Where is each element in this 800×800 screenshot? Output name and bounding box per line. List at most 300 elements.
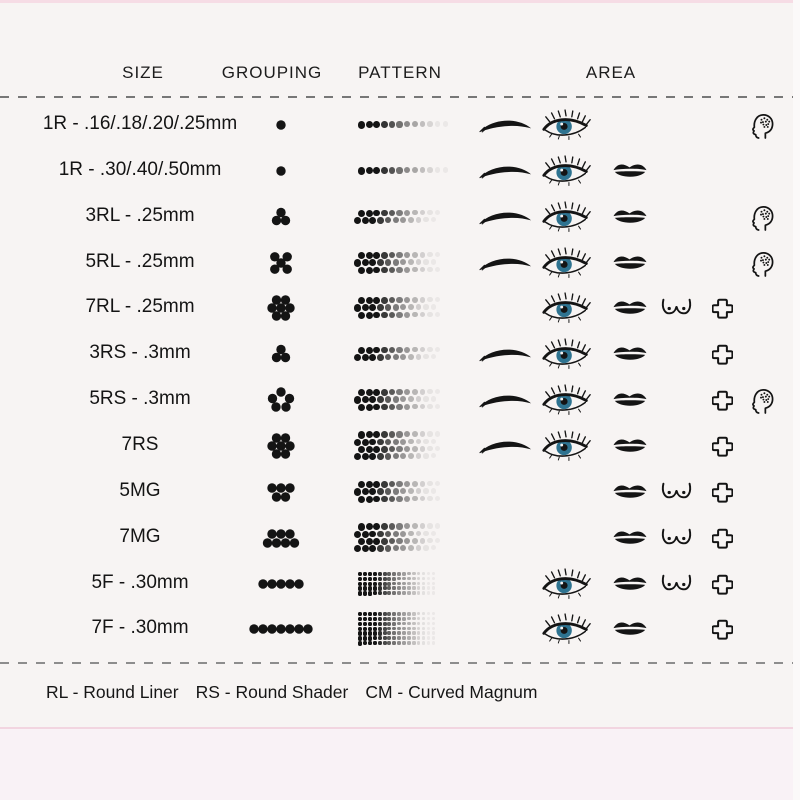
pattern-dot <box>369 453 376 460</box>
pattern-dot <box>387 627 391 631</box>
pattern-dot <box>412 389 418 395</box>
needle-size-label: 5F - .30mm <box>91 572 189 593</box>
pattern-dot <box>366 404 373 411</box>
pattern-dot <box>427 641 430 644</box>
pattern-dot <box>423 488 428 493</box>
needle-grouping-dots <box>243 520 319 556</box>
pattern-dot <box>378 582 382 586</box>
pattern-dot <box>396 431 402 437</box>
pattern-dot <box>358 389 365 396</box>
pattern-dot <box>427 577 430 580</box>
pattern-dot <box>393 488 399 494</box>
pattern-dot <box>369 545 376 552</box>
pattern-dot <box>435 523 440 528</box>
pattern-dot <box>392 631 396 635</box>
pattern-dot <box>358 622 362 626</box>
pattern-dot <box>373 577 377 581</box>
pattern-dot <box>407 617 411 621</box>
pattern-dot <box>373 252 380 259</box>
pattern-dot <box>389 446 395 452</box>
pattern-dot <box>432 586 435 589</box>
needle-grouping-dots <box>243 245 319 281</box>
pattern-dot <box>389 347 395 353</box>
pattern-dot <box>381 481 388 488</box>
pattern-dot <box>435 252 440 257</box>
pattern-dot <box>373 627 377 631</box>
pattern-dot <box>431 217 436 222</box>
pattern-dot <box>412 312 418 318</box>
pattern-dot <box>368 612 372 616</box>
pattern-dot <box>383 631 387 635</box>
pattern-dot <box>427 523 432 528</box>
pattern-dot <box>368 622 372 626</box>
lips-icon <box>611 389 649 411</box>
pattern-dot <box>400 531 406 537</box>
pattern-dot <box>402 641 406 645</box>
pattern-dot <box>396 347 402 353</box>
pattern-dot <box>417 572 421 576</box>
legend-item-rs: RS - Round Shader <box>195 682 349 702</box>
pattern-dot <box>422 572 426 576</box>
pattern-dot <box>373 612 377 616</box>
pattern-dot <box>435 347 440 352</box>
pattern-dot <box>378 627 382 631</box>
pattern-dot <box>412 167 418 173</box>
pattern-dot <box>378 591 382 595</box>
pattern-dot <box>396 167 402 173</box>
pattern-dot <box>412 267 418 273</box>
pattern-dot <box>408 453 414 459</box>
needle-grouping-dots <box>243 382 319 418</box>
pattern-dot <box>366 121 373 128</box>
pattern-dot <box>377 304 384 311</box>
pattern-dot <box>363 636 367 640</box>
pattern-dot <box>354 545 361 552</box>
pattern-dot <box>408 304 414 310</box>
pattern-dot <box>368 586 372 590</box>
eyebrow-icon <box>477 390 533 410</box>
pattern-dot <box>377 259 384 266</box>
needle-grouping-dots <box>243 428 319 464</box>
pattern-dot <box>358 631 362 635</box>
pattern-dot <box>366 446 373 453</box>
pattern-dot <box>402 586 406 590</box>
pattern-dot <box>358 252 365 259</box>
pattern-dot <box>393 453 399 459</box>
eyebrow-icon <box>477 115 533 135</box>
cross-quatrefoil-icon <box>712 619 733 640</box>
pattern-dot <box>404 431 410 437</box>
pattern-dot <box>431 354 436 359</box>
pattern-dot <box>416 439 422 445</box>
pattern-dot <box>358 538 365 545</box>
pattern-dot <box>412 631 416 635</box>
pattern-dot <box>432 617 435 620</box>
pattern-dot <box>392 617 396 621</box>
pattern-dot <box>397 641 401 645</box>
pattern-dot <box>396 252 402 258</box>
pattern-dot <box>404 523 410 529</box>
pattern-dot <box>387 617 391 621</box>
needle-size-label: 7F - .30mm <box>91 617 189 638</box>
abbreviation-legend <box>46 682 538 703</box>
pattern-dot <box>378 636 382 640</box>
lips-icon <box>611 252 649 274</box>
pattern-dot <box>393 396 399 402</box>
pattern-dot <box>366 389 373 396</box>
pattern-dot <box>368 591 372 595</box>
pattern-dot <box>400 545 406 551</box>
lips-icon <box>611 481 649 503</box>
pattern-dot <box>368 577 372 581</box>
pattern-dot <box>373 167 380 174</box>
pattern-dot <box>381 267 388 274</box>
pattern-dot <box>396 121 402 127</box>
pattern-dot <box>392 612 396 616</box>
pattern-dot <box>373 267 380 274</box>
pattern-dot <box>412 404 418 410</box>
scalp-head-icon <box>748 111 775 140</box>
pattern-dot <box>422 582 426 586</box>
pattern-dot <box>423 396 428 401</box>
pattern-dot <box>443 121 448 126</box>
pattern-dot <box>392 622 396 626</box>
pattern-dot <box>397 617 401 621</box>
breast-icon <box>660 528 693 548</box>
pattern-dot <box>432 622 435 625</box>
pattern-dot <box>358 210 365 217</box>
pattern-dot <box>354 304 361 311</box>
pattern-dot <box>412 586 416 590</box>
pattern-dot <box>385 259 391 265</box>
pattern-dot <box>373 622 377 626</box>
breast-icon <box>660 482 693 502</box>
needle-grouping-dots <box>243 153 319 189</box>
cross-quatrefoil-icon <box>712 528 733 549</box>
pattern-dot <box>354 488 361 495</box>
pattern-dot <box>385 304 391 310</box>
pattern-dot <box>373 481 380 488</box>
pattern-dot <box>396 496 402 502</box>
pattern-dot <box>404 496 410 502</box>
pattern-dot <box>427 636 430 639</box>
pattern-dot <box>427 622 430 625</box>
pattern-dot <box>389 389 395 395</box>
pattern-dot <box>431 488 436 493</box>
pattern-dot <box>417 577 421 581</box>
pattern-dot <box>416 545 422 551</box>
pattern-dot <box>420 431 426 437</box>
pattern-dot <box>358 612 362 616</box>
pattern-dot <box>416 396 422 402</box>
pattern-dot <box>400 354 406 360</box>
pattern-dot <box>435 312 440 317</box>
pattern-dot <box>396 481 402 487</box>
pattern-dot <box>412 496 418 502</box>
pattern-dot <box>377 439 384 446</box>
pattern-dot <box>407 577 411 581</box>
pattern-dot <box>417 617 421 621</box>
pattern-dot <box>383 622 387 626</box>
pattern-dot <box>381 312 388 319</box>
pattern-dot <box>385 217 391 223</box>
pattern-dot <box>387 636 391 640</box>
pattern-dot <box>363 591 367 595</box>
needle-size-label: 5RL - .25mm <box>85 251 195 272</box>
pattern-dot <box>427 586 430 589</box>
eye-icon <box>540 613 594 646</box>
pattern-dot <box>387 591 391 595</box>
pattern-dot <box>396 389 402 395</box>
pattern-dot <box>381 538 388 545</box>
needle-size-label: 7MG <box>119 526 161 547</box>
pattern-dot <box>407 612 411 616</box>
pattern-dot <box>373 572 377 576</box>
pattern-dot <box>373 617 377 621</box>
pattern-dot <box>358 121 365 128</box>
pattern-dot <box>389 121 395 127</box>
pattern-dot <box>373 496 380 503</box>
pattern-dot <box>435 121 440 126</box>
pattern-dot <box>412 297 418 303</box>
pattern-dot <box>369 354 376 361</box>
pattern-dot <box>420 538 426 544</box>
breast-icon <box>660 574 693 594</box>
pattern-dot <box>373 210 380 217</box>
pattern-dot <box>416 259 422 265</box>
pattern-dot <box>427 591 430 594</box>
pattern-dot <box>383 577 387 581</box>
pattern-dot <box>358 641 362 645</box>
pattern-dot <box>354 439 361 446</box>
pattern-dot <box>404 267 410 273</box>
pattern-dot <box>427 167 433 173</box>
eye-icon <box>540 338 594 371</box>
pattern-dot <box>392 572 396 576</box>
needle-size-label: 5RS - .3mm <box>89 388 191 409</box>
pattern-dot <box>366 431 373 438</box>
pattern-dot <box>373 121 380 128</box>
pattern-dot <box>363 617 367 621</box>
pattern-dot <box>362 396 369 403</box>
pattern-dot <box>408 531 414 537</box>
pattern-dot <box>397 636 401 640</box>
pattern-dot <box>366 297 373 304</box>
pattern-dot <box>420 267 426 273</box>
cross-quatrefoil-icon <box>712 436 733 457</box>
pattern-dot <box>431 304 436 309</box>
pattern-dot <box>378 577 382 581</box>
pattern-dot <box>404 389 410 395</box>
pattern-dot <box>407 582 411 586</box>
pattern-dot <box>420 210 426 216</box>
pattern-dot <box>389 431 395 437</box>
pattern-dot <box>369 439 376 446</box>
pattern-dot <box>387 641 391 645</box>
pattern-dot <box>397 577 401 581</box>
needle-grouping-dots <box>243 566 319 602</box>
pattern-dot <box>358 481 365 488</box>
pattern-dot <box>431 545 436 550</box>
pattern-dot <box>373 523 380 530</box>
pattern-dot <box>358 446 365 453</box>
pattern-dot <box>427 572 430 575</box>
pattern-dot <box>358 627 362 631</box>
pattern-dot <box>378 631 382 635</box>
pattern-dot <box>412 446 418 452</box>
lips-icon <box>611 573 649 595</box>
pattern-dot <box>358 404 365 411</box>
pattern-dot <box>369 259 376 266</box>
needle-grouping-dots <box>243 474 319 510</box>
pattern-dot <box>407 631 411 635</box>
cross-quatrefoil-icon <box>712 574 733 595</box>
pattern-dot <box>377 396 384 403</box>
pattern-dot <box>362 259 369 266</box>
pattern-dot <box>432 591 435 594</box>
pattern-dot <box>402 622 406 626</box>
pattern-dot <box>417 591 421 595</box>
pattern-dot <box>435 389 440 394</box>
pattern-dot <box>416 354 422 360</box>
cross-quatrefoil-icon <box>712 482 733 503</box>
pattern-dot <box>407 572 411 576</box>
lips-icon <box>611 618 649 640</box>
pattern-dot <box>383 572 387 576</box>
pattern-dot <box>423 259 428 264</box>
pattern-dot <box>368 641 372 645</box>
pattern-dot <box>358 582 362 586</box>
pattern-dot <box>397 572 401 576</box>
eye-icon <box>540 430 594 463</box>
cross-quatrefoil-icon <box>712 344 733 365</box>
pattern-dot <box>396 538 402 544</box>
pattern-dot <box>412 622 416 626</box>
pattern-dot <box>427 267 432 272</box>
legend-item-cm: CM - Curved Magnum <box>365 682 538 702</box>
pattern-dot <box>427 627 430 630</box>
pattern-dot <box>362 453 369 460</box>
pattern-dot <box>381 297 388 304</box>
breast-icon <box>660 298 693 318</box>
pattern-dot <box>383 612 387 616</box>
pattern-dot <box>358 167 365 174</box>
pattern-dot <box>402 591 406 595</box>
column-header-area: AREA <box>585 63 637 82</box>
pattern-dot <box>366 481 373 488</box>
needle-size-label: 7RS <box>121 434 159 455</box>
pattern-dot <box>368 636 372 640</box>
pattern-dot <box>358 297 365 304</box>
pattern-dot <box>422 591 426 595</box>
pattern-dot <box>417 586 421 590</box>
pattern-dot <box>389 496 395 502</box>
pattern-dot <box>381 389 388 396</box>
pattern-dot <box>408 396 414 402</box>
pattern-dot <box>431 396 436 401</box>
pattern-dot <box>420 312 426 318</box>
eye-icon <box>540 109 594 142</box>
pattern-dot <box>381 167 388 174</box>
eyebrow-icon <box>477 207 533 227</box>
pattern-dot <box>404 297 410 303</box>
pattern-dot <box>354 259 361 266</box>
pattern-dot <box>422 622 426 626</box>
lips-icon <box>611 206 649 228</box>
pattern-dot <box>408 217 414 223</box>
eye-icon <box>540 155 594 188</box>
pattern-dot <box>427 404 432 409</box>
pattern-dot <box>363 612 367 616</box>
bottom-pink-band <box>0 729 800 800</box>
scalp-head-icon <box>748 386 775 415</box>
pattern-dot <box>416 453 422 459</box>
pattern-dot <box>420 167 426 173</box>
pattern-dot <box>378 617 382 621</box>
pattern-dot <box>432 631 435 634</box>
pattern-dot <box>432 577 435 580</box>
pattern-dot <box>422 577 426 581</box>
pattern-dot <box>404 210 410 216</box>
pattern-dot <box>377 354 384 361</box>
pattern-dot <box>368 617 372 621</box>
pattern-dot <box>404 538 410 544</box>
pattern-dot <box>412 582 416 586</box>
pattern-dot <box>427 631 430 634</box>
pattern-dot <box>404 312 410 318</box>
needle-size-label: 5MG <box>119 480 161 501</box>
pattern-dot <box>381 252 388 259</box>
pattern-dot <box>402 636 406 640</box>
pattern-dot <box>373 312 380 319</box>
legend-item-rl: RL - Round Liner <box>46 682 179 702</box>
pattern-dot <box>366 496 373 503</box>
pattern-dot <box>407 586 411 590</box>
pattern-dot <box>373 389 380 396</box>
pattern-dot <box>396 446 402 452</box>
pattern-dot <box>420 481 426 487</box>
pattern-dot <box>392 577 396 581</box>
pattern-dot <box>412 617 416 621</box>
pattern-dot <box>400 259 406 265</box>
pattern-dot <box>420 523 426 529</box>
pattern-dot <box>358 431 365 438</box>
pattern-dot <box>368 572 372 576</box>
pattern-dot <box>416 488 422 494</box>
pattern-dot <box>366 267 373 274</box>
pattern-dot <box>427 481 432 486</box>
pattern-dot <box>377 531 384 538</box>
scalp-head-icon <box>748 249 775 278</box>
pattern-dot <box>377 217 384 224</box>
pattern-dot <box>432 641 435 644</box>
pattern-dot <box>373 582 377 586</box>
eye-icon <box>540 384 594 417</box>
pattern-dot <box>373 631 377 635</box>
pattern-dot <box>383 586 387 590</box>
pattern-dot <box>435 446 440 451</box>
pattern-dot <box>408 259 414 265</box>
pattern-dot <box>358 523 365 530</box>
pattern-dot <box>366 210 373 217</box>
pattern-dot <box>435 167 440 172</box>
pattern-dot <box>412 523 418 529</box>
pattern-dot <box>389 538 395 544</box>
pattern-dot <box>385 488 391 494</box>
pattern-dot <box>396 210 402 216</box>
pattern-dot <box>385 453 391 459</box>
pattern-dot <box>407 641 411 645</box>
